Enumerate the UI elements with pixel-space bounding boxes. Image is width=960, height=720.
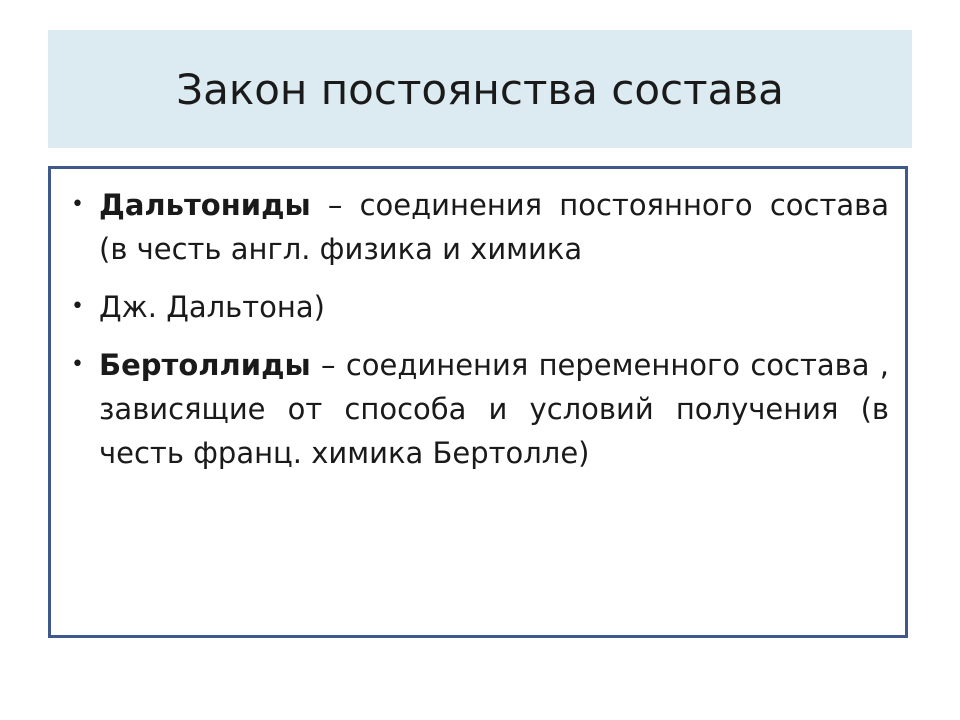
slide-title: Закон постоянства состава [176, 64, 784, 114]
bullet-text: – соединения переменного состава , зависящие от способа и условий получения (в честь франц. химика Бертолле) [99, 348, 889, 470]
bullet-term: Дальтониды [99, 188, 311, 222]
bullet-text: Дж. Дальтона) [99, 290, 325, 324]
bullet-item-dalton-name [71, 285, 889, 329]
bullet-list [51, 169, 905, 475]
bullet-item-daltonides [71, 183, 889, 271]
bullet-dot-icon: • [71, 352, 84, 377]
bullet-text: – соединения постоянного состава (в честь англ. физика и химика [99, 188, 889, 266]
content-box [48, 166, 908, 638]
bullet-dot-icon: • [71, 294, 84, 319]
bullet-term: Бертоллиды [99, 348, 311, 382]
title-banner [48, 30, 912, 148]
bullet-item-berthollides [71, 343, 889, 475]
bullet-dot-icon: • [71, 192, 84, 217]
